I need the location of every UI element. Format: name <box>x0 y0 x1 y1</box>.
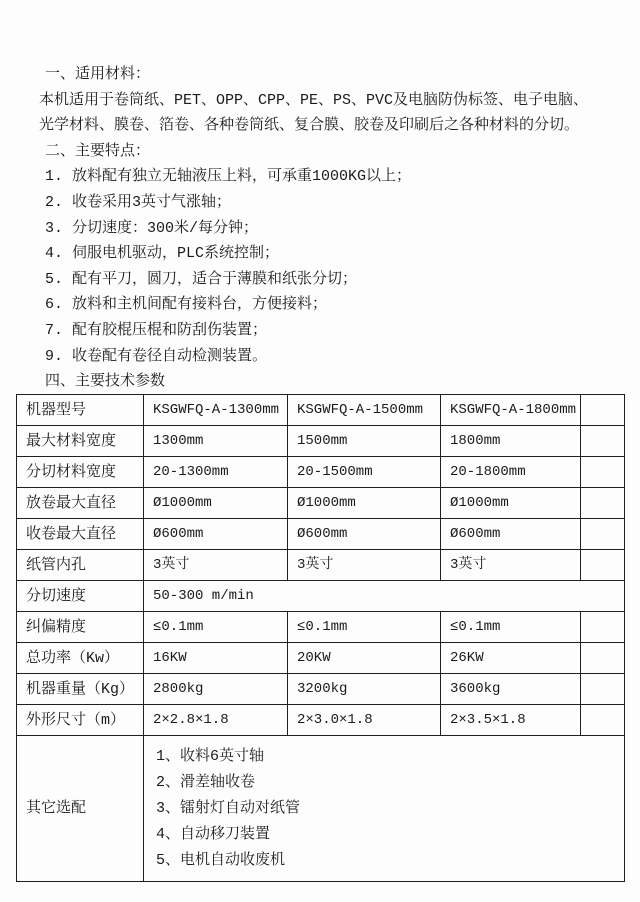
table-row-core-bore <box>17 550 625 581</box>
weight-value-1: 2800kg <box>144 674 288 705</box>
slit-width-value-3: 20-1800mm <box>441 457 581 488</box>
option-item-5: 5、电机自动收废机 <box>156 851 286 869</box>
empty-cell <box>581 488 625 519</box>
core-bore-value-2: 3英寸 <box>288 550 441 581</box>
table-row-weight <box>17 674 625 705</box>
max-width-value-3: 1800mm <box>441 426 581 457</box>
option-item-3: 3、镭射灯自动对纸管 <box>156 799 301 817</box>
weight-value-2: 3200kg <box>288 674 441 705</box>
unwind-diameter-value-3: Ø1000mm <box>441 488 581 519</box>
deviation-value-3: ≤0.1mm <box>441 612 581 643</box>
max-width-value-1: 1300mm <box>144 426 288 457</box>
row-label-dimensions: 外形尺寸（m） <box>17 705 144 736</box>
core-bore-value-1: 3英寸 <box>144 550 288 581</box>
table-row-speed <box>17 581 625 612</box>
rewind-diameter-value-1: Ø600mm <box>144 519 288 550</box>
section-heading-materials: 一、适用材料： <box>45 66 151 83</box>
model-value-1: KSGWFQ-A-1300mm <box>144 395 288 426</box>
core-bore-value-3: 3英寸 <box>441 550 581 581</box>
table-row-power <box>17 643 625 674</box>
empty-cell <box>581 612 625 643</box>
section-heading-features: 二、主要特点： <box>45 142 151 160</box>
materials-paragraph-line-1: 本机适用于卷筒纸、PET、OPP、CPP、PE、PS、PVC及电脑防伪标签、电子电脑、 <box>39 91 589 109</box>
empty-cell <box>581 395 625 426</box>
slit-width-value-2: 20-1500mm <box>288 457 441 488</box>
empty-cell <box>581 519 625 550</box>
row-label-options: 其它选配 <box>17 736 144 882</box>
table-row-dimensions <box>17 705 625 736</box>
power-value-3: 26KW <box>441 643 581 674</box>
row-label-power: 总功率（Kw） <box>17 643 144 674</box>
options-list <box>153 744 622 874</box>
feature-item-1: 1. 放料配有独立无轴液压上料，可承重1000KG以上； <box>45 168 412 186</box>
max-width-value-2: 1500mm <box>288 426 441 457</box>
table-row-max-width <box>17 426 625 457</box>
row-label-slit-width: 分切材料宽度 <box>17 457 144 488</box>
feature-item-3: 3. 分切速度：300米/每分钟； <box>45 219 259 237</box>
table-row-model <box>17 395 625 426</box>
empty-cell <box>581 457 625 488</box>
rewind-diameter-value-2: Ø600mm <box>288 519 441 550</box>
dimensions-value-3: 2×3.5×1.8 <box>441 705 581 736</box>
row-label-rewind-diameter: 收卷最大直径 <box>17 519 144 550</box>
table-row-rewind-diameter <box>17 519 625 550</box>
empty-cell <box>581 705 625 736</box>
row-label-model: 机器型号 <box>17 395 144 426</box>
table-row-slit-width <box>17 457 625 488</box>
empty-cell <box>581 426 625 457</box>
option-item-1: 1、收料6英寸轴 <box>156 747 265 765</box>
row-label-core-bore: 纸管内孔 <box>17 550 144 581</box>
feature-item-5: 5. 配有平刀，圆刀，适合于薄膜和纸张分切； <box>45 270 358 288</box>
row-label-max-width: 最大材料宽度 <box>17 426 144 457</box>
power-value-2: 20KW <box>288 643 441 674</box>
table-row-unwind-diameter <box>17 488 625 519</box>
section-heading-parameters: 四、主要技术参数 <box>45 373 166 391</box>
slit-width-value-1: 20-1300mm <box>144 457 288 488</box>
speed-value: 50-300 m/min <box>144 581 625 612</box>
empty-cell <box>581 550 625 581</box>
feature-item-9: 9. 收卷配有卷径自动检测装置。 <box>45 347 268 365</box>
row-label-unwind-diameter: 放卷最大直径 <box>17 488 144 519</box>
intro-text-block <box>39 62 619 395</box>
spec-table <box>16 394 625 882</box>
model-value-3: KSGWFQ-A-1800mm <box>441 395 581 426</box>
power-value-1: 16KW <box>144 643 288 674</box>
row-label-weight: 机器重量（Kg） <box>17 674 144 705</box>
empty-cell <box>581 674 625 705</box>
row-label-deviation: 纠偏精度 <box>17 612 144 643</box>
table-row-options <box>17 736 625 882</box>
option-item-2: 2、滑差轴收卷 <box>156 773 256 791</box>
feature-item-6: 6. 放料和主机间配有接料台，方便接料； <box>45 296 328 314</box>
dimensions-value-1: 2×2.8×1.8 <box>144 705 288 736</box>
option-item-4: 4、自动移刀装置 <box>156 825 271 843</box>
feature-item-7: 7. 配有胶棍压棍和防刮伤装置； <box>45 321 268 339</box>
deviation-value-2: ≤0.1mm <box>288 612 441 643</box>
materials-paragraph-line-2: 光学材料、膜卷、箔卷、各种卷筒纸、复合膜、胶卷及印刷后之各种材料的分切。 <box>39 117 580 135</box>
row-label-speed: 分切速度 <box>17 581 144 612</box>
weight-value-3: 3600kg <box>441 674 581 705</box>
options-cell <box>144 736 625 882</box>
rewind-diameter-value-3: Ø600mm <box>441 519 581 550</box>
dimensions-value-2: 2×3.0×1.8 <box>288 705 441 736</box>
feature-item-2: 2. 收卷采用3英寸气涨轴； <box>45 193 232 211</box>
feature-item-4: 4. 伺服电机驱动，PLC系统控制； <box>45 245 280 263</box>
unwind-diameter-value-1: Ø1000mm <box>144 488 288 519</box>
empty-cell <box>581 643 625 674</box>
deviation-value-1: ≤0.1mm <box>144 612 288 643</box>
unwind-diameter-value-2: Ø1000mm <box>288 488 441 519</box>
model-value-2: KSGWFQ-A-1500mm <box>288 395 441 426</box>
table-row-deviation <box>17 612 625 643</box>
